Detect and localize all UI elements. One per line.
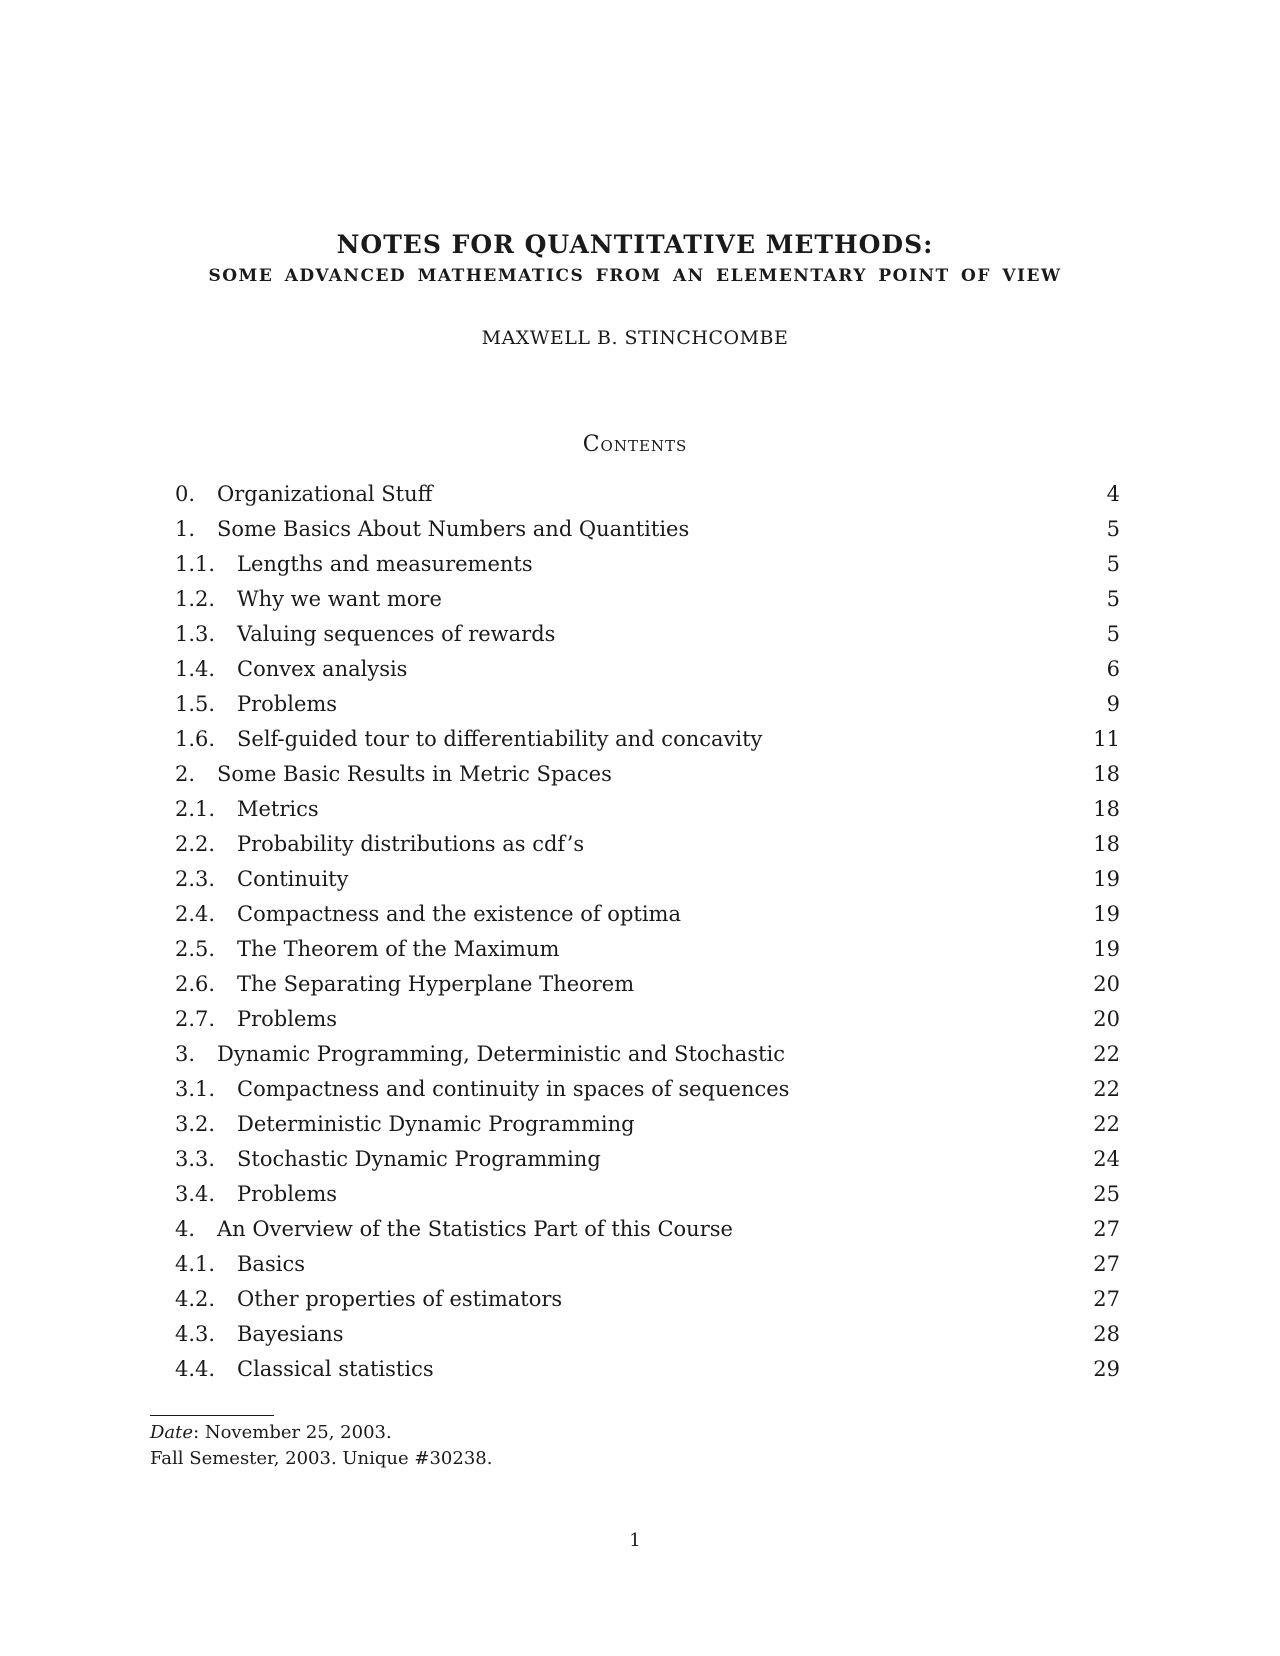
- toc-entry-page: 18: [1093, 797, 1120, 821]
- toc-entry-title: Compactness and continuity in spaces of sequences: [237, 1077, 790, 1101]
- toc-entry[interactable]: [175, 687, 1120, 722]
- toc-entry[interactable]: [175, 652, 1120, 687]
- toc-entry-number: 1.6.: [175, 727, 216, 751]
- toc-entry-title: The Separating Hyperplane Theorem: [237, 972, 635, 996]
- toc-entry-title: Self-guided tour to differentiability and concavity: [237, 727, 763, 751]
- footnote-date: [150, 1420, 492, 1446]
- toc-entry-title: The Theorem of the Maximum: [237, 937, 560, 961]
- toc-entry-page: 19: [1093, 867, 1120, 891]
- toc-entry-number: 2.5.: [175, 937, 216, 961]
- toc-entry-number: 4.4.: [175, 1357, 216, 1381]
- toc-entry-number: 2.: [175, 762, 196, 786]
- toc-entry-number: 1.2.: [175, 587, 216, 611]
- toc-entry-title: Classical statistics: [237, 1357, 434, 1381]
- toc-entry-number: 2.4.: [175, 902, 216, 926]
- toc-entry-page: 20: [1093, 972, 1120, 996]
- author-name: MAXWELL B. STINCHCOMBE: [481, 327, 789, 349]
- toc-entry[interactable]: [175, 1317, 1120, 1352]
- toc-entry-number: 2.1.: [175, 797, 216, 821]
- toc-entry-number: 4.1.: [175, 1252, 216, 1276]
- toc-entry-page: 18: [1093, 832, 1120, 856]
- toc-entry-page: 18: [1093, 762, 1120, 786]
- table-of-contents: [175, 477, 1120, 1387]
- footnote-semester: Fall Semester, 2003. Unique #30238.: [150, 1448, 493, 1469]
- toc-entry-title: Basics: [237, 1252, 305, 1276]
- toc-entry[interactable]: [175, 1352, 1120, 1387]
- toc-entry-title: Valuing sequences of rewards: [237, 622, 556, 646]
- toc-entry-page: 22: [1093, 1077, 1120, 1101]
- toc-entry[interactable]: [175, 1212, 1120, 1247]
- toc-entry[interactable]: [175, 757, 1120, 792]
- toc-entry[interactable]: [175, 862, 1120, 897]
- toc-entry-title: Convex analysis: [237, 657, 408, 681]
- toc-entry-number: 3.1.: [175, 1077, 216, 1101]
- toc-entry-number: 2.7.: [175, 1007, 216, 1031]
- toc-entry-number: 1.4.: [175, 657, 216, 681]
- toc-entry[interactable]: [175, 722, 1120, 757]
- toc-entry-title: Lengths and measurements: [237, 552, 533, 576]
- toc-entry-page: 28: [1093, 1322, 1120, 1346]
- toc-entry-page: 22: [1093, 1042, 1120, 1066]
- toc-entry-title: Probability distributions as cdf’s: [237, 832, 585, 856]
- toc-entry[interactable]: [175, 967, 1120, 1002]
- toc-entry-number: 2.3.: [175, 867, 216, 891]
- toc-entry-number: 3.2.: [175, 1112, 216, 1136]
- toc-entry-page: 27: [1093, 1252, 1120, 1276]
- toc-entry[interactable]: [175, 617, 1120, 652]
- toc-entry[interactable]: [175, 1107, 1120, 1142]
- toc-entry-number: 2.6.: [175, 972, 216, 996]
- toc-entry-page: 5: [1106, 622, 1120, 646]
- document-title: NOTES FOR QUANTITATIVE METHODS:: [336, 230, 934, 259]
- toc-entry-page: 6: [1106, 657, 1120, 681]
- footnote-rule: [150, 1415, 274, 1416]
- toc-entry[interactable]: [175, 1037, 1120, 1072]
- toc-entry-number: 1.1.: [175, 552, 216, 576]
- toc-entry-page: 20: [1093, 1007, 1120, 1031]
- toc-entry-page: 24: [1093, 1147, 1120, 1171]
- toc-entry-page: 19: [1093, 937, 1120, 961]
- toc-entry[interactable]: [175, 932, 1120, 967]
- toc-entry[interactable]: [175, 1072, 1120, 1107]
- page-number: 1: [629, 1530, 641, 1551]
- toc-entry-title: Stochastic Dynamic Programming: [237, 1147, 601, 1171]
- toc-entry-title: Problems: [237, 1007, 338, 1031]
- toc-entry-number: 1.3.: [175, 622, 216, 646]
- toc-entry-page: 5: [1106, 587, 1120, 611]
- toc-entry-title: Continuity: [237, 867, 349, 891]
- footnote-date-value: : November 25, 2003.: [193, 1422, 392, 1443]
- toc-entry-page: 4: [1106, 482, 1120, 506]
- toc-entry[interactable]: [175, 792, 1120, 827]
- toc-entry-title: Dynamic Programming, Deterministic and Stochastic: [217, 1042, 786, 1066]
- toc-entry[interactable]: [175, 1247, 1120, 1282]
- toc-entry-page: 29: [1093, 1357, 1120, 1381]
- toc-entry[interactable]: [175, 1282, 1120, 1317]
- footnote: [150, 1420, 492, 1472]
- toc-entry-title: An Overview of the Statistics Part of this Course: [217, 1217, 733, 1241]
- toc-entry[interactable]: [175, 547, 1120, 582]
- toc-entry-title: Problems: [237, 1182, 338, 1206]
- toc-entry-title: Bayesians: [237, 1322, 344, 1346]
- toc-entry-number: 4.: [175, 1217, 196, 1241]
- toc-entry-number: 4.3.: [175, 1322, 216, 1346]
- toc-entry-page: 22: [1093, 1112, 1120, 1136]
- toc-entry-number: 2.2.: [175, 832, 216, 856]
- toc-entry-number: 3.4.: [175, 1182, 216, 1206]
- toc-entry-title: Metrics: [237, 797, 319, 821]
- toc-entry-number: 3.: [175, 1042, 196, 1066]
- document-subtitle: SOME ADVANCED MATHEMATICS FROM AN ELEMENTARY POINT OF VIEW: [208, 266, 1062, 286]
- toc-entry-title: Deterministic Dynamic Programming: [237, 1112, 635, 1136]
- toc-entry-page: 5: [1106, 552, 1120, 576]
- toc-entry-title: Problems: [237, 692, 338, 716]
- toc-entry-title: Why we want more: [237, 587, 442, 611]
- toc-entry-title: Some Basics About Numbers and Quantities: [217, 517, 690, 541]
- toc-entry-page: 9: [1106, 692, 1120, 716]
- toc-entry-page: 5: [1106, 517, 1120, 541]
- toc-entry-number: 4.2.: [175, 1287, 216, 1311]
- toc-entry-number: 3.3.: [175, 1147, 216, 1171]
- toc-entry[interactable]: [175, 582, 1120, 617]
- toc-entry[interactable]: [175, 512, 1120, 547]
- toc-entry-page: 27: [1093, 1217, 1120, 1241]
- toc-entry-title: Some Basic Results in Metric Spaces: [217, 762, 612, 786]
- toc-entry[interactable]: [175, 897, 1120, 932]
- toc-entry-page: 11: [1093, 727, 1120, 751]
- toc-entry-number: 0.: [175, 482, 196, 506]
- toc-entry-page: 19: [1093, 902, 1120, 926]
- toc-entry[interactable]: [175, 1002, 1120, 1037]
- contents-heading: Contents: [582, 432, 688, 457]
- toc-entry-title: Other properties of estimators: [237, 1287, 563, 1311]
- toc-entry[interactable]: [175, 827, 1120, 862]
- toc-entry-title: Compactness and the existence of optima: [237, 902, 681, 926]
- toc-entry[interactable]: [175, 1177, 1120, 1212]
- toc-entry[interactable]: [175, 1142, 1120, 1177]
- toc-entry-number: 1.: [175, 517, 196, 541]
- toc-entry-page: 25: [1093, 1182, 1120, 1206]
- toc-entry-title: Organizational Stuff: [217, 482, 433, 506]
- toc-entry-page: 27: [1093, 1287, 1120, 1311]
- toc-entry-number: 1.5.: [175, 692, 216, 716]
- footnote-date-label: Date: [150, 1422, 194, 1443]
- toc-entry[interactable]: [175, 477, 1120, 512]
